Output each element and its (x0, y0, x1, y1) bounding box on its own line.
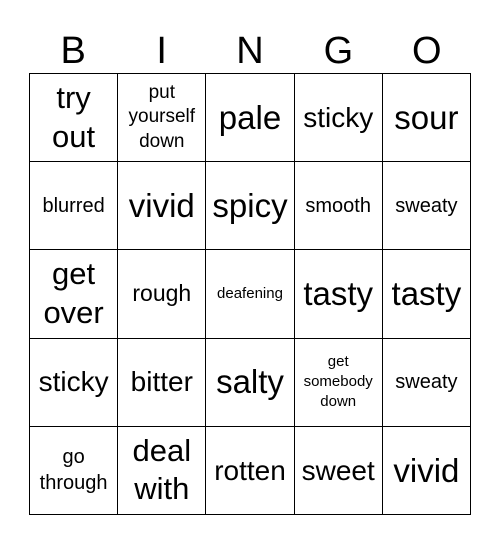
header-letter-g: G (323, 30, 354, 72)
bingo-cell[interactable]: tasty (383, 250, 471, 338)
bingo-cell[interactable]: blurred (30, 162, 118, 250)
bingo-cell[interactable]: get somebody down (295, 339, 383, 427)
bingo-cell[interactable]: get over (30, 250, 118, 338)
bingo-cell[interactable]: pale (206, 74, 294, 162)
bingo-cell[interactable]: smooth (295, 162, 383, 250)
header-letter-o: O (412, 30, 442, 72)
bingo-cell[interactable]: vivid (383, 427, 471, 515)
bingo-cell[interactable]: sweaty (383, 162, 471, 250)
bingo-cell[interactable]: vivid (118, 162, 206, 250)
bingo-cell[interactable]: go through (30, 427, 118, 515)
bingo-cell[interactable]: rough (118, 250, 206, 338)
bingo-grid (29, 73, 471, 515)
header-letter-b: B (60, 30, 86, 72)
bingo-cell[interactable]: sticky (295, 74, 383, 162)
bingo-cell[interactable]: salty (206, 339, 294, 427)
bingo-cell[interactable]: deal with (118, 427, 206, 515)
bingo-cell[interactable]: deafening (206, 250, 294, 338)
bingo-cell[interactable]: spicy (206, 162, 294, 250)
bingo-cell[interactable]: sweet (295, 427, 383, 515)
header-letter-i: I (156, 30, 167, 72)
bingo-cell[interactable]: sour (383, 74, 471, 162)
bingo-cell[interactable]: tasty (295, 250, 383, 338)
bingo-header (29, 28, 471, 74)
header-letter-n: N (236, 30, 264, 72)
bingo-cell[interactable]: rotten (206, 427, 294, 515)
bingo-cell[interactable]: try out (30, 74, 118, 162)
bingo-cell[interactable]: put yourself down (118, 74, 206, 162)
bingo-cell[interactable]: sweaty (383, 339, 471, 427)
bingo-cell[interactable]: bitter (118, 339, 206, 427)
bingo-cell[interactable]: sticky (30, 339, 118, 427)
